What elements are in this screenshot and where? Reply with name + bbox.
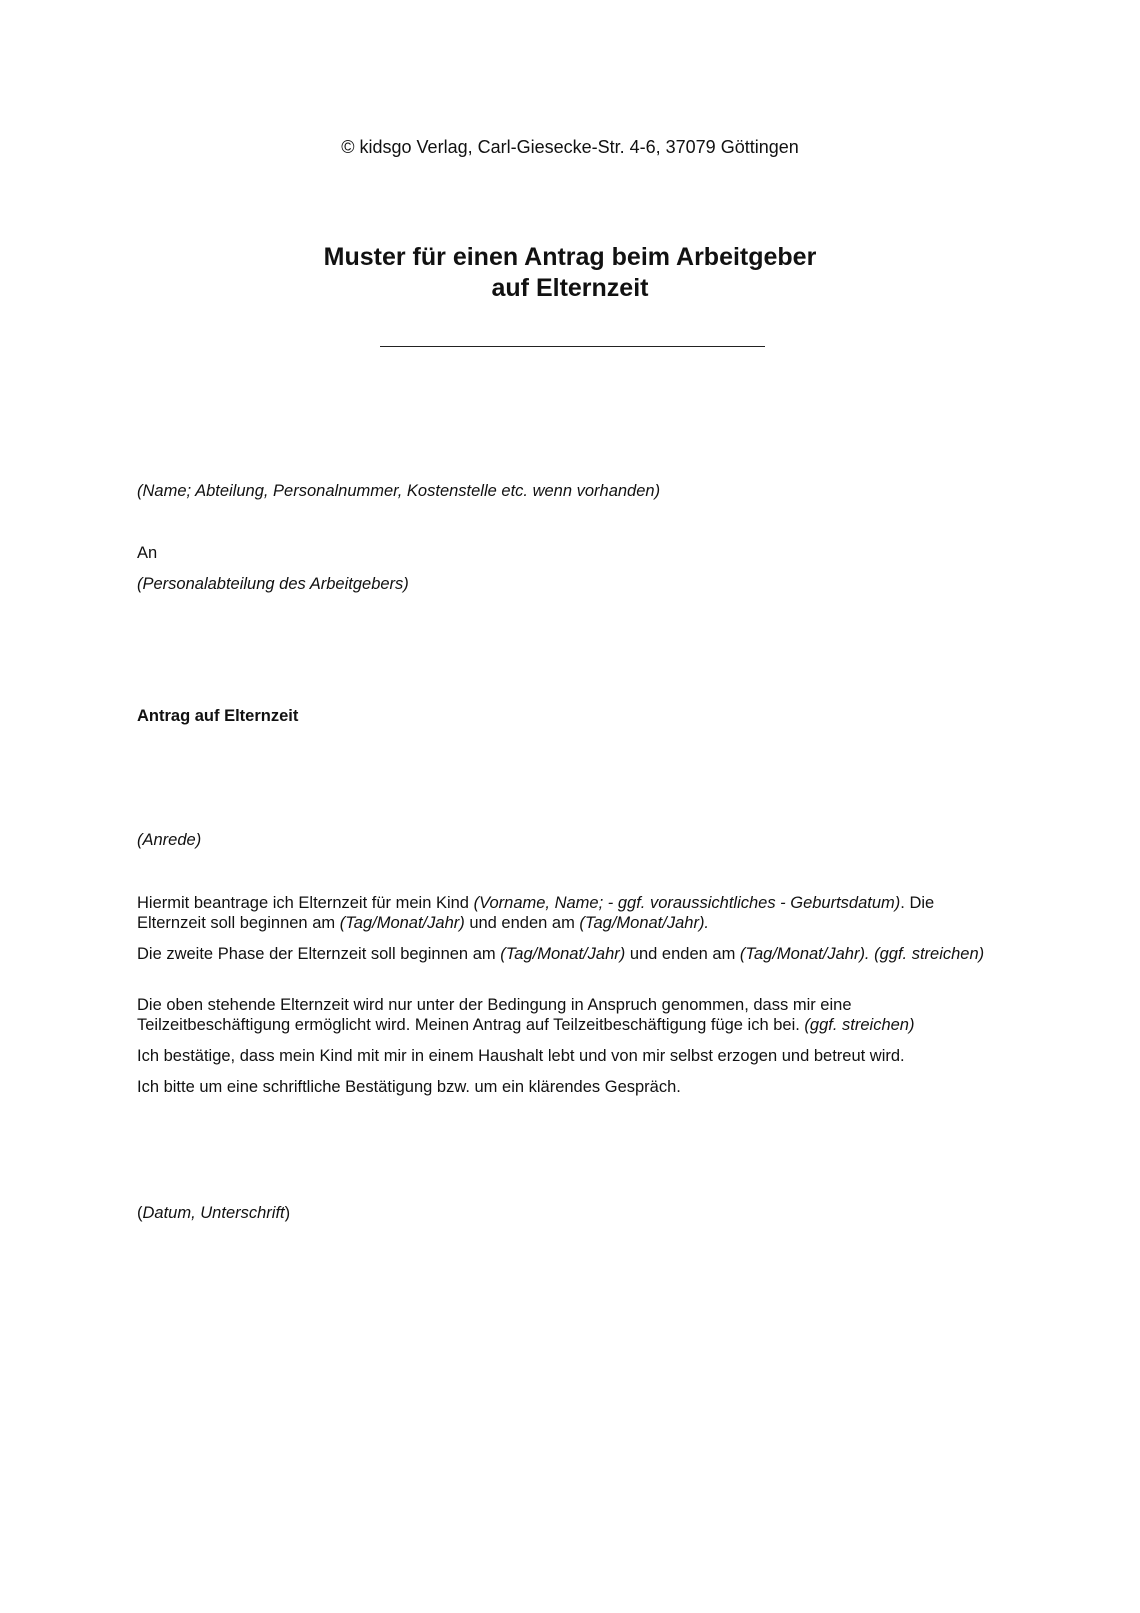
publisher-line: © kidsgo Verlag, Carl-Giesecke-Str. 4-6, 37079 Göttingen xyxy=(341,137,799,157)
text: und enden am xyxy=(464,914,580,932)
title-underline xyxy=(380,346,765,347)
subject-line: Antrag auf Elternzeit xyxy=(137,707,299,725)
placeholder: (Tag/Monat/Jahr) xyxy=(500,945,626,963)
text: und enden am xyxy=(625,945,740,963)
salutation: (Anrede) xyxy=(137,831,202,849)
text: ) xyxy=(284,1204,291,1222)
title-line-2: auf Elternzeit xyxy=(491,274,649,302)
placeholder: (Tag/Monat/Jahr) xyxy=(339,914,465,932)
recipient-placeholder: (Personalabteilung des Arbeitgebers) xyxy=(137,575,409,593)
text: . Die Elternzeit soll beginnen am xyxy=(137,894,935,932)
sender-placeholder: (Name; Abteilung, Personalnummer, Kostenstelle etc. wenn vorhanden) xyxy=(137,482,661,500)
placeholder: (Vorname, Name; - ggf. voraussichtliches - Geburtsdatum) xyxy=(473,894,901,912)
page-title xyxy=(0,242,1140,304)
body-paragraph-1 xyxy=(137,893,997,933)
placeholder: Datum, Unterschrift xyxy=(142,1204,285,1222)
text: Die zweite Phase der Elternzeit soll beginnen am xyxy=(137,945,501,963)
recipient-label: An xyxy=(137,544,158,562)
title-line-1: Muster für einen Antrag beim Arbeitgeber xyxy=(323,243,817,271)
body-paragraph-2 xyxy=(137,944,997,964)
text: ( xyxy=(137,1204,143,1222)
placeholder: (Tag/Monat/Jahr). (ggf. streichen) xyxy=(739,945,985,963)
text: Die oben stehende Elternzeit wird nur unter der Bedingung in Anspruch genommen, dass mir eine Teilzeitbeschäftigung ermöglicht wird. Meinen Antrag auf Teilzeitbeschäftigung füge ich bei. xyxy=(137,996,852,1034)
signature-placeholder xyxy=(137,1203,997,1223)
body-paragraph-3 xyxy=(137,995,997,1035)
placeholder: (Tag/Monat/Jahr). xyxy=(579,914,710,932)
body-paragraph-5: Ich bitte um eine schriftliche Bestätigung bzw. um ein klärendes Gespräch. xyxy=(137,1078,681,1096)
placeholder: (ggf. streichen) xyxy=(804,1016,915,1034)
text: Hiermit beantrage ich Elternzeit für mein Kind xyxy=(137,894,474,912)
body-paragraph-4: Ich bestätige, dass mein Kind mit mir in einem Haushalt lebt und von mir selbst erzogen und betreut wird. xyxy=(137,1047,905,1065)
